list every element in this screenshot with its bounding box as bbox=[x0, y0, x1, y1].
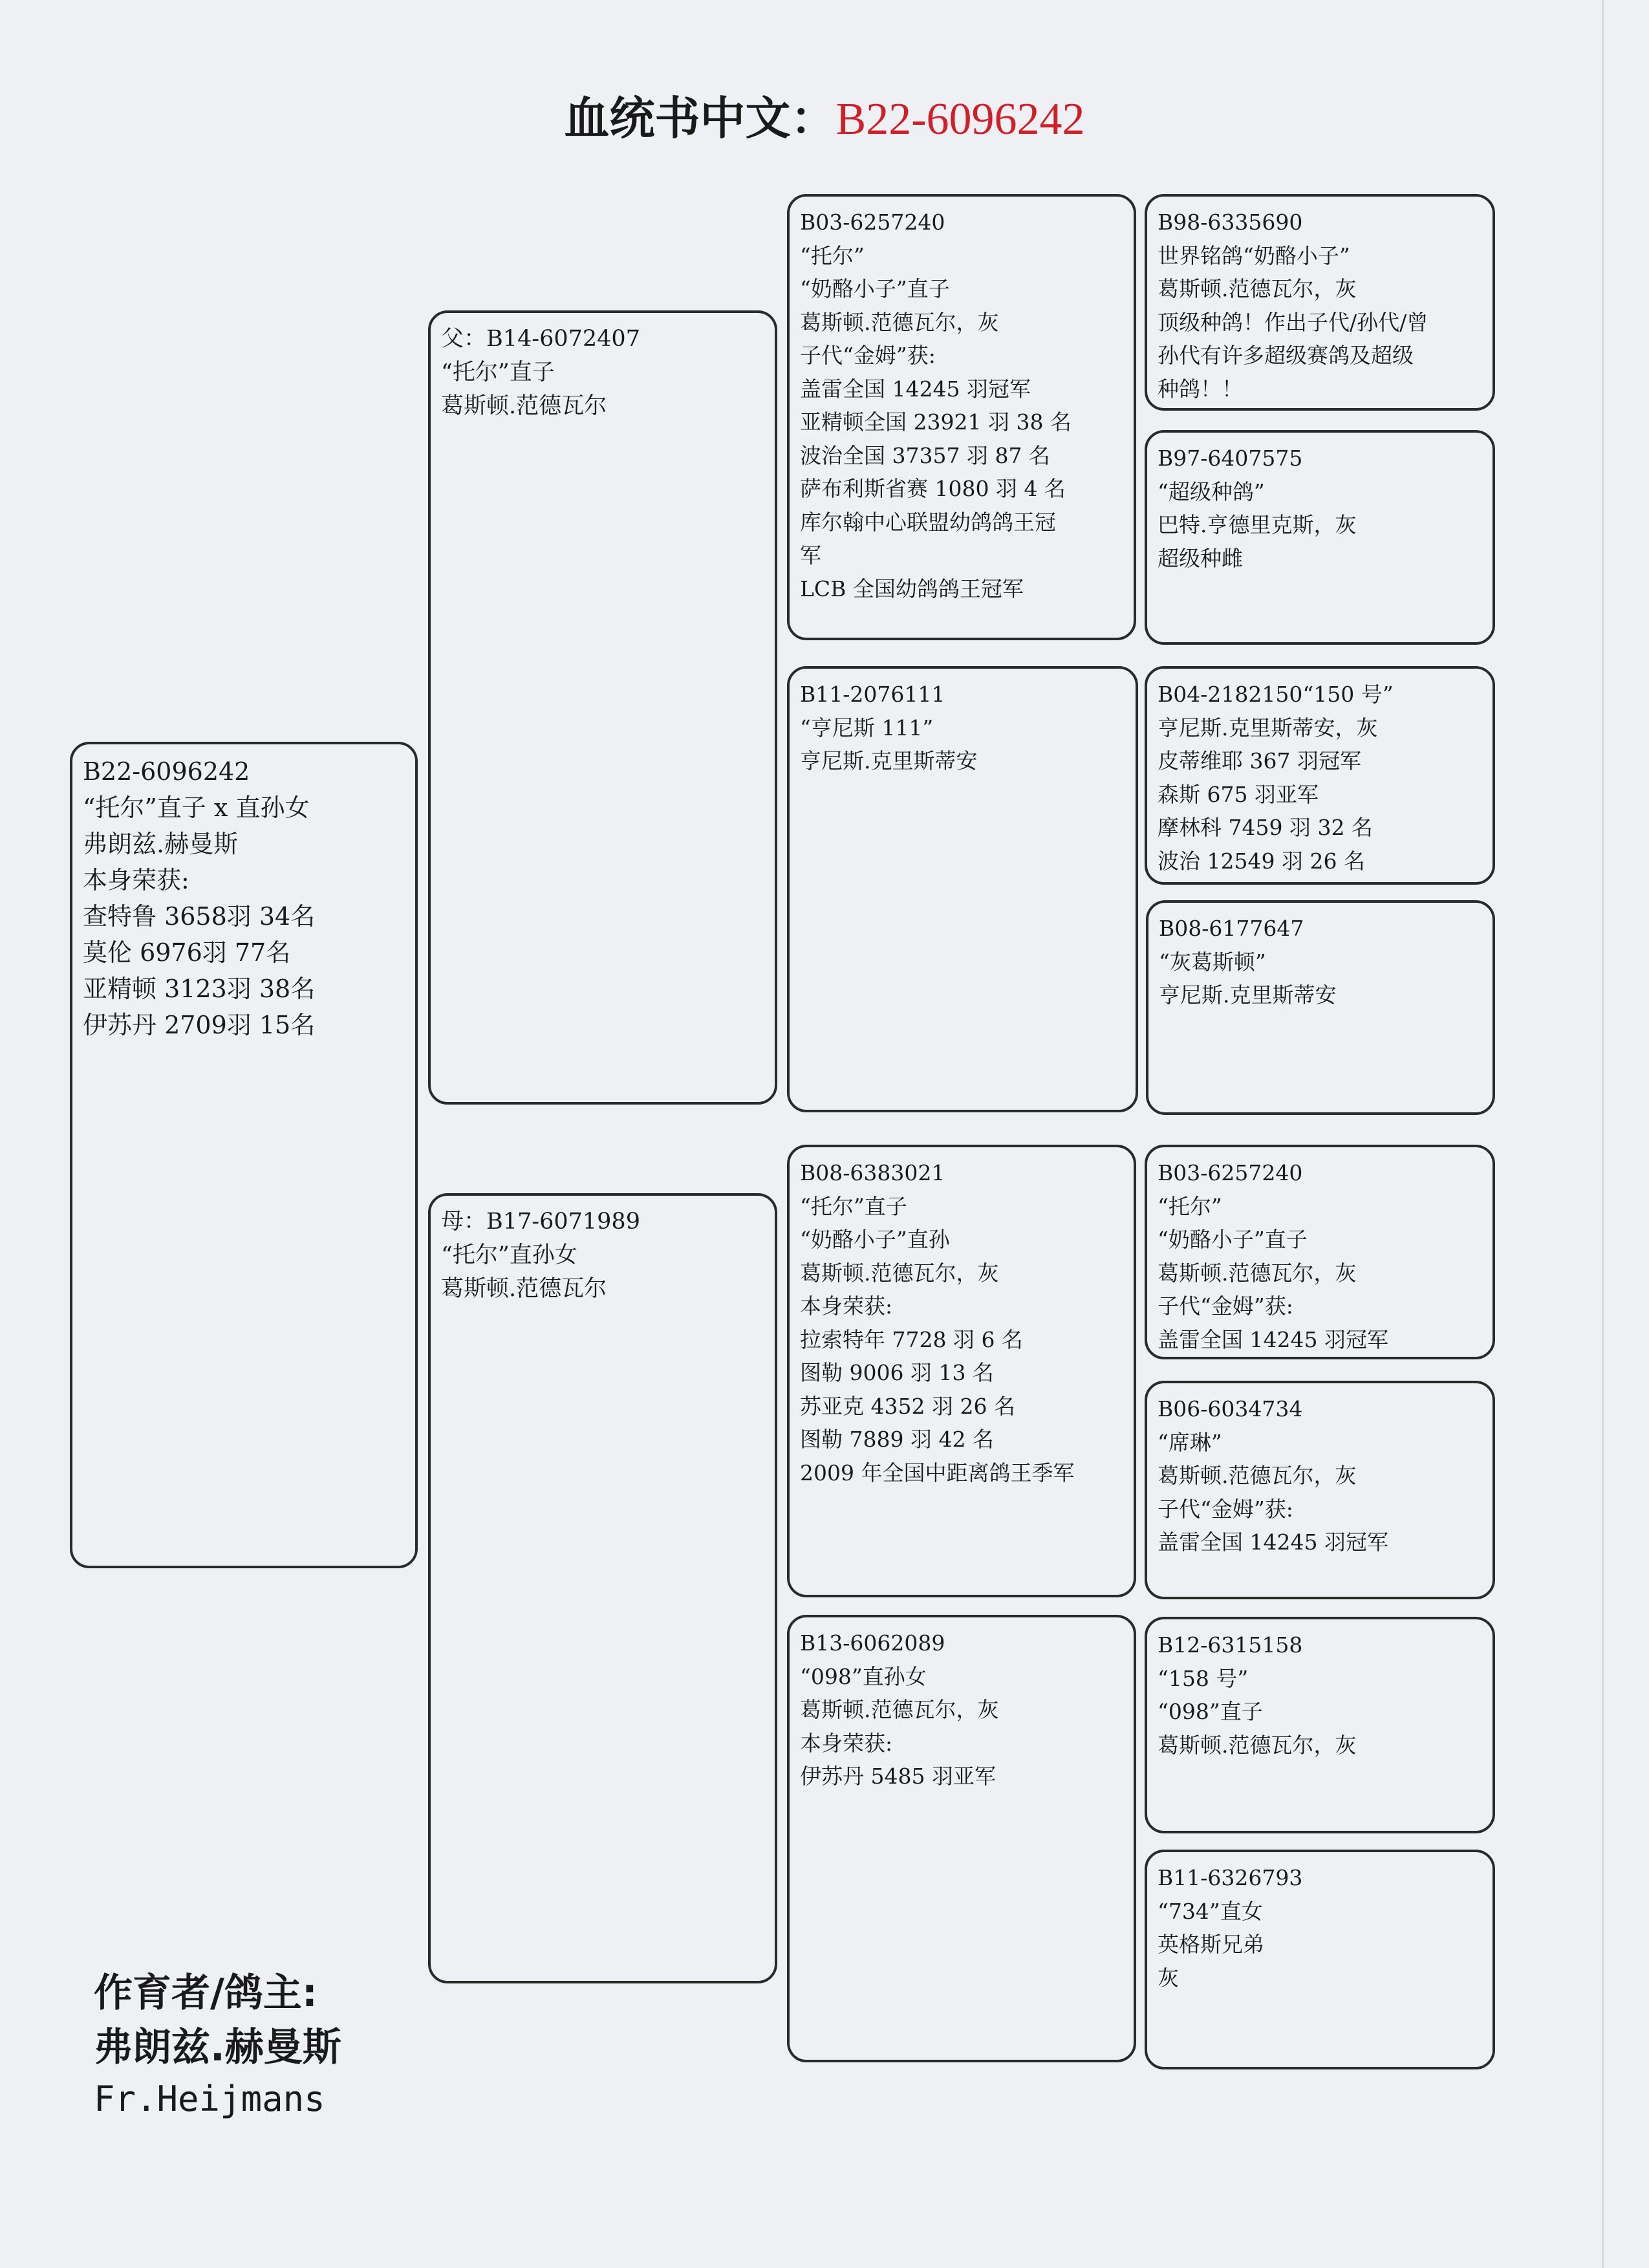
great-grandparent-card-1 bbox=[1145, 194, 1495, 411]
great-grandparent-line: “734”直女 bbox=[1158, 1898, 1263, 1924]
grandparent-line: 库尔翰中心联盟幼鸽鸽王冠 bbox=[800, 509, 1056, 535]
subject-line: 弗朗兹.赫曼斯 bbox=[83, 830, 239, 858]
subject-pigeon-card bbox=[70, 742, 418, 1568]
grandparent-line: 盖雷全国 14245 羽冠军 bbox=[800, 376, 1031, 402]
grandparent-line: B03-6257240 bbox=[800, 210, 945, 235]
great-grandparent-line: 波治 12549 羽 26 名 bbox=[1158, 848, 1365, 874]
great-grandparent-card-2 bbox=[1145, 430, 1495, 645]
grandparent-line: 亚精顿全国 23921 羽 38 名 bbox=[800, 409, 1072, 435]
great-grandparent-line: B04-2182150“150 号” bbox=[1158, 682, 1394, 707]
great-grandparent-card-5 bbox=[1145, 1145, 1495, 1359]
grandparent-line: 葛斯顿.范德瓦尔，灰 bbox=[800, 309, 999, 335]
grandparent-line: “托尔” bbox=[800, 243, 865, 268]
grandparent-line: LCB 全国幼鸽鸽王冠军 bbox=[800, 576, 1024, 601]
dam-line: 葛斯顿.范德瓦尔 bbox=[441, 1276, 607, 1302]
great-grandparent-line: 灰 bbox=[1158, 1965, 1179, 1991]
great-grandparent-line: “奶酪小子”直子 bbox=[1158, 1227, 1308, 1252]
great-grandparent-line: “098”直子 bbox=[1158, 1699, 1263, 1724]
sire-card bbox=[428, 310, 777, 1105]
great-grandparent-line: B97-6407575 bbox=[1158, 446, 1303, 471]
grandparent-line: B13-6062089 bbox=[800, 1630, 945, 1656]
title-ring-number: B22-6096242 bbox=[835, 94, 1085, 144]
dam-card bbox=[428, 1193, 777, 1983]
breeder-block bbox=[94, 1966, 341, 2124]
great-grandparent-line: 英格斯兄弟 bbox=[1158, 1932, 1264, 1957]
grandparent-card-4 bbox=[787, 1615, 1136, 2062]
subject-line: 莫伦 6976羽 77名 bbox=[83, 938, 291, 967]
dam-line: “托尔”直孙女 bbox=[441, 1242, 577, 1268]
breeder-name-chinese: 弗朗兹.赫曼斯 bbox=[94, 2025, 341, 2070]
great-grandparent-line: 世界铭鸽“奶酪小子” bbox=[1158, 243, 1350, 268]
sire-line: 葛斯顿.范德瓦尔 bbox=[441, 393, 607, 419]
great-grandparent-line: 葛斯顿.范德瓦尔，灰 bbox=[1158, 1463, 1357, 1488]
great-grandparent-line: 亨尼斯.克里斯蒂安 bbox=[1159, 982, 1337, 1008]
great-grandparent-line: 巴特.亨德里克斯，灰 bbox=[1158, 512, 1357, 537]
grandparent-line: 萨布利斯省赛 1080 羽 4 名 bbox=[800, 476, 1066, 501]
grandparent-card-2 bbox=[787, 666, 1138, 1112]
great-grandparent-line: 葛斯顿.范德瓦尔，灰 bbox=[1158, 276, 1357, 301]
subject-line: 本身荣获: bbox=[83, 866, 189, 894]
great-grandparent-line: “灰葛斯顿” bbox=[1159, 949, 1266, 975]
great-grandparent-line: 森斯 675 羽亚军 bbox=[1158, 781, 1319, 807]
grandparent-line: 拉索特年 7728 羽 6 名 bbox=[800, 1326, 1023, 1352]
grandparent-line: 葛斯顿.范德瓦尔，灰 bbox=[800, 1260, 999, 1286]
page-title bbox=[0, 87, 1649, 151]
grandparent-line: 军 bbox=[800, 543, 821, 568]
great-grandparent-line: “超级种鸽” bbox=[1158, 479, 1265, 504]
great-grandparent-line: 亨尼斯.克里斯蒂安，灰 bbox=[1158, 715, 1378, 740]
grandparent-line: 苏亚克 4352 羽 26 名 bbox=[800, 1393, 1015, 1419]
grandparent-line: 亨尼斯.克里斯蒂安 bbox=[800, 748, 978, 773]
great-grandparent-card-7 bbox=[1145, 1617, 1495, 1833]
grandparent-line: 子代“金姆”获: bbox=[800, 343, 936, 368]
dam-line: 母：B17-6071989 bbox=[441, 1209, 640, 1235]
grandparent-line: 葛斯顿.范德瓦尔，灰 bbox=[800, 1697, 999, 1722]
great-grandparent-card-8 bbox=[1145, 1850, 1495, 2069]
grandparent-line: “亨尼斯 111” bbox=[800, 715, 934, 740]
great-grandparent-line: “席琳” bbox=[1158, 1429, 1222, 1455]
great-grandparent-line: 盖雷全国 14245 羽冠军 bbox=[1158, 1326, 1388, 1352]
breeder-heading: 作育者/鸽主: bbox=[94, 1971, 318, 2016]
scan-edge bbox=[1602, 0, 1604, 2268]
great-grandparent-card-6 bbox=[1145, 1381, 1495, 1599]
grandparent-line: 伊苏丹 5485 羽亚军 bbox=[800, 1764, 996, 1789]
great-grandparent-card-3 bbox=[1145, 666, 1495, 885]
great-grandparent-line: 盖雷全国 14245 羽冠军 bbox=[1158, 1529, 1388, 1555]
great-grandparent-line: 摩林科 7459 羽 32 名 bbox=[1158, 815, 1373, 840]
grandparent-line: 本身荣获: bbox=[800, 1293, 893, 1319]
great-grandparent-line: 子代“金姆”获: bbox=[1158, 1293, 1293, 1319]
great-grandparent-line: 子代“金姆”获: bbox=[1158, 1496, 1293, 1522]
grandparent-line: B08-6383021 bbox=[800, 1160, 945, 1185]
great-grandparent-line: 葛斯顿.范德瓦尔，灰 bbox=[1158, 1260, 1357, 1286]
great-grandparent-line: 皮蒂维耶 367 羽冠军 bbox=[1158, 748, 1361, 773]
grandparent-card-1 bbox=[787, 194, 1136, 640]
great-grandparent-line: B11-6326793 bbox=[1158, 1865, 1303, 1890]
grandparent-line: 图勒 7889 羽 42 名 bbox=[800, 1427, 994, 1452]
great-grandparent-line: B06-6034734 bbox=[1158, 1396, 1303, 1421]
sire-line: “托尔”直子 bbox=[441, 360, 555, 385]
grandparent-line: “奶酪小子”直孙 bbox=[800, 1227, 950, 1252]
grandparent-line: 波治全国 37357 羽 87 名 bbox=[800, 442, 1050, 468]
great-grandparent-line: “托尔” bbox=[1158, 1193, 1222, 1219]
grandparent-line: “奶酪小子”直子 bbox=[800, 276, 950, 301]
subject-line: “托尔”直子 x 直孙女 bbox=[83, 794, 310, 822]
grandparent-line: 本身荣获: bbox=[800, 1730, 893, 1756]
great-grandparent-line: 超级种雌 bbox=[1158, 545, 1243, 571]
great-grandparent-line: 葛斯顿.范德瓦尔，灰 bbox=[1158, 1732, 1357, 1758]
great-grandparent-line: B03-6257240 bbox=[1158, 1160, 1303, 1185]
great-grandparent-line: B12-6315158 bbox=[1158, 1632, 1303, 1658]
grandparent-line: “托尔”直子 bbox=[800, 1193, 907, 1219]
subject-line: 伊苏丹 2709羽 15名 bbox=[83, 1011, 316, 1039]
subject-line: 查特鲁 3658羽 34名 bbox=[83, 902, 316, 931]
breeder-name-latin: Fr.Heijmans bbox=[94, 2079, 325, 2119]
subject-line: 亚精顿 3123羽 38名 bbox=[83, 975, 316, 1003]
grandparent-line: 图勒 9006 羽 13 名 bbox=[800, 1360, 994, 1385]
grandparent-line: “098”直孙女 bbox=[800, 1663, 927, 1689]
great-grandparent-line: “158 号” bbox=[1158, 1665, 1249, 1691]
subject-line: B22-6096242 bbox=[83, 757, 250, 786]
great-grandparent-line: 顶级种鸽！作出子代/孙代/曾 bbox=[1158, 309, 1428, 335]
grandparent-line: 2009 年全国中距离鸽王季军 bbox=[800, 1460, 1075, 1485]
great-grandparent-card-4 bbox=[1146, 900, 1495, 1115]
great-grandparent-line: 种鸽！！ bbox=[1158, 376, 1243, 402]
title-label: 血统书中文： bbox=[564, 92, 836, 145]
great-grandparent-line: B08-6177647 bbox=[1159, 916, 1304, 941]
grandparent-card-3 bbox=[787, 1145, 1136, 1597]
great-grandparent-line: 孙代有许多超级赛鸽及超级 bbox=[1158, 343, 1414, 368]
grandparent-line: B11-2076111 bbox=[800, 682, 945, 707]
sire-line: 父：B14-6072407 bbox=[441, 326, 640, 352]
great-grandparent-line: B98-6335690 bbox=[1158, 210, 1303, 235]
